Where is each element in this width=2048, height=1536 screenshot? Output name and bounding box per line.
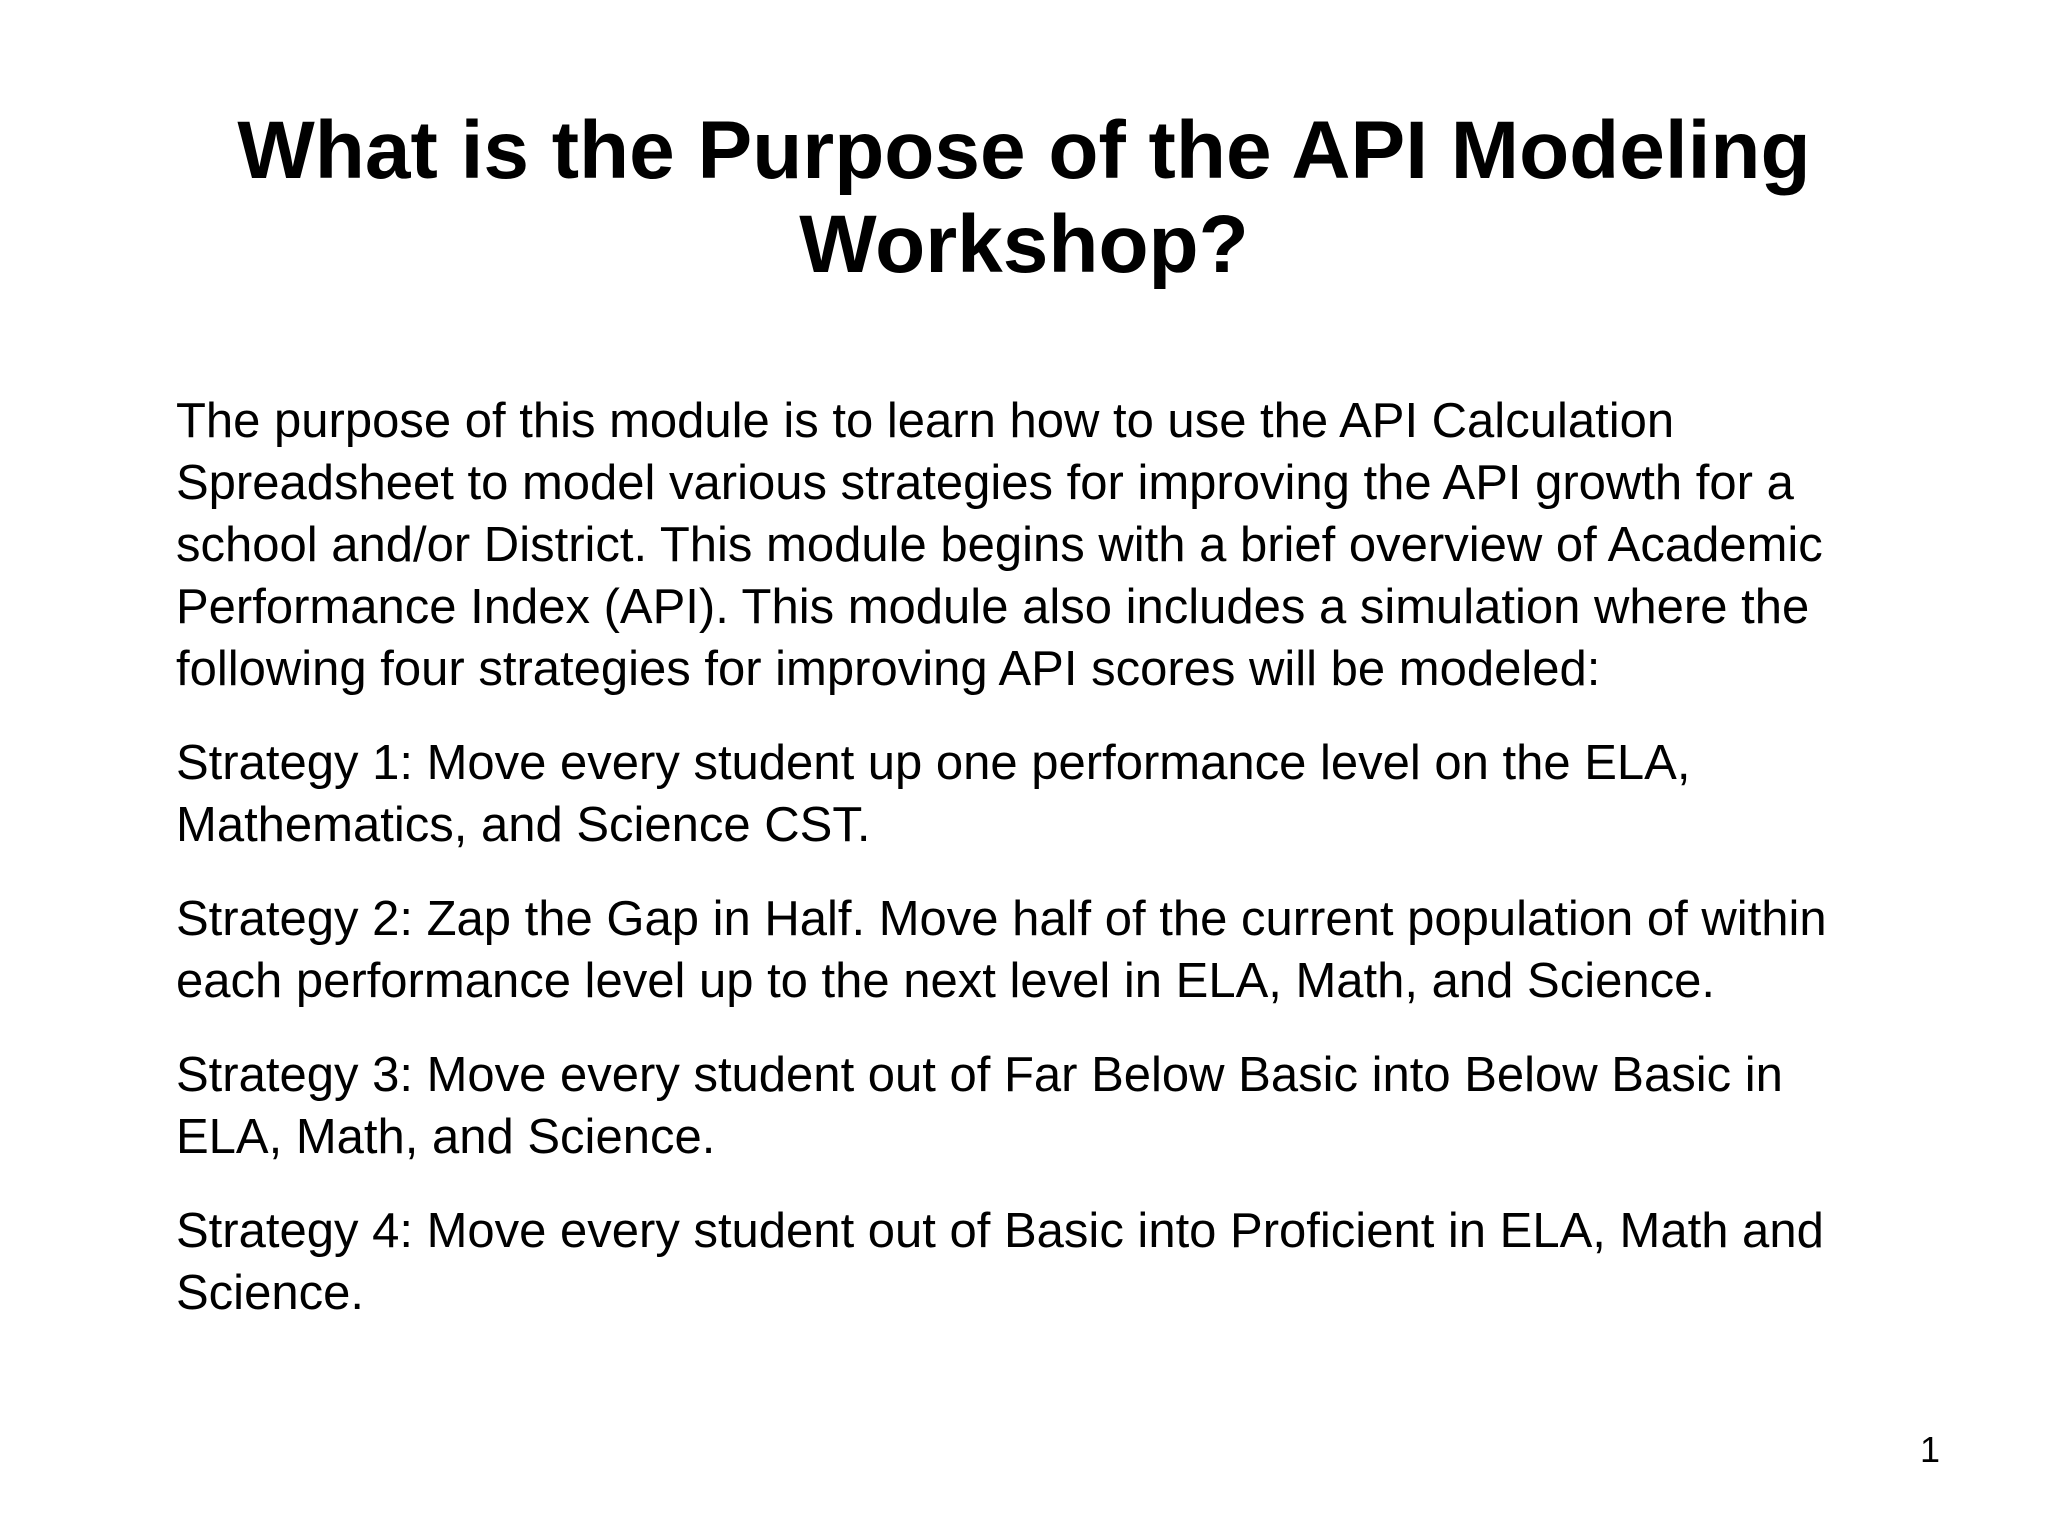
strategy-line: Strategy 2: Zap the Gap in Half. Move half of the current population of within (176, 892, 1827, 946)
strategy-line: Mathematics, and Science CST. (176, 798, 871, 852)
page-number: 1 (1919, 1429, 1940, 1470)
intro-line: Performance Index (API). This module also includes a simulation where the (176, 580, 1810, 634)
intro-paragraph (176, 390, 1956, 700)
strategy-line: each performance level up to the next level in ELA, Math, and Science. (176, 954, 1715, 1008)
strategy-4-paragraph (176, 1200, 1956, 1324)
slide-title-line-1: What is the Purpose of the API Modeling (237, 105, 1811, 196)
intro-line: Spreadsheet to model various strategies for improving the API growth for a (176, 456, 1794, 510)
strategy-2-paragraph (176, 888, 1956, 1012)
strategy-line: Strategy 3: Move every student out of Far Below Basic into Below Basic in (176, 1048, 1783, 1102)
strategy-3-paragraph (176, 1044, 1956, 1168)
strategy-1-paragraph (176, 732, 1956, 856)
intro-line: The purpose of this module is to learn how to use the API Calculation (176, 394, 1675, 448)
slide-body (176, 390, 1956, 1324)
intro-line: school and/or District. This module begins with a brief overview of Academic (176, 518, 1823, 572)
strategy-line: Strategy 1: Move every student up one performance level on the ELA, (176, 736, 1691, 790)
slide-title-line-2: Workshop? (799, 199, 1249, 290)
intro-line: following four strategies for improving API scores will be modeled: (176, 642, 1601, 696)
strategy-line: Science. (176, 1266, 364, 1320)
strategy-line: ELA, Math, and Science. (176, 1110, 716, 1164)
slide-title (150, 104, 1898, 292)
strategy-line: Strategy 4: Move every student out of Basic into Proficient in ELA, Math and (176, 1204, 1824, 1258)
